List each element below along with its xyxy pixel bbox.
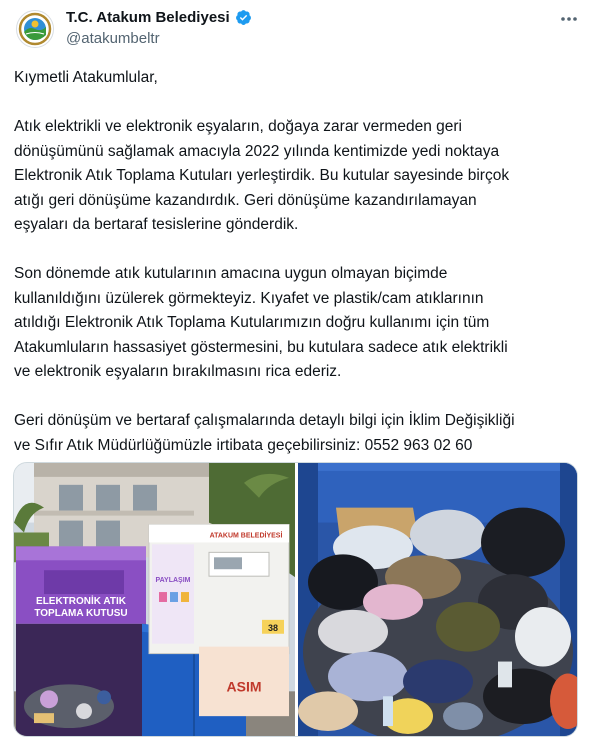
- author-avatar[interactable]: [16, 10, 54, 48]
- tweet-text: [14, 66, 594, 458]
- white-box-bottom: ASIM: [226, 678, 262, 695]
- tweet-line: atığı geri dönüşüme kazandırdık. Geri dönüşüme kazandırılamayan: [14, 191, 477, 209]
- author-name[interactable]: T.C. Atakum Belediyesi: [66, 9, 230, 26]
- municipality-logo-icon: [17, 11, 53, 47]
- tweet-line: dönüşümünü sağlamak amacıyla 2022 yılında kentimizde yedi noktaya: [14, 142, 500, 160]
- tweet-greeting: Kıymetli Atakumlular,: [14, 69, 158, 86]
- purple-box-label-line1: ELEKTRONİK ATIK: [36, 595, 126, 607]
- verified-badge-icon: [235, 9, 252, 26]
- tweet-line: Atık elektrikli ve elektronik eşyaların, doğaya zarar vermeden geri: [14, 118, 462, 135]
- media-gallery: [13, 462, 578, 737]
- author-handle[interactable]: @atakumbeltr: [66, 30, 160, 47]
- more-options-button[interactable]: [556, 6, 582, 32]
- tweet-line: kullanıldığını üzülerek görmekteyiz. Kıyafet ve plastik/cam atıklarının: [14, 289, 484, 307]
- white-box-brand: ATAKUM BELEDİYESİ: [209, 532, 283, 540]
- tweet-line: ve elektronik eşyaların bırakılmasını rica ederiz.: [14, 363, 342, 380]
- tweet-line: Geri dönüşüm ve bertaraf çalışmalarında detaylı bilgi için İklim Değişikliği: [14, 412, 515, 429]
- more-options-icon: [559, 9, 579, 29]
- tweet-line: Son dönemde atık kutularının amacına uygun olmayan biçimde: [14, 265, 448, 282]
- tweet-line: Atakumluların hassasiyet göstermesini, bu kutulara sadece atık elektrikli: [14, 338, 508, 356]
- tweet-line: atıldığı Elektronik Atık Toplama Kutularımızın doğru kullanımı için tüm: [14, 314, 490, 331]
- purple-box-label-line2: TOPLAMA KUTUSU: [34, 607, 128, 619]
- white-box-side: PAYLAŞIM: [155, 577, 191, 585]
- photo-left[interactable]: [14, 463, 295, 736]
- tweet-line: eşyaları da bertaraf tesislerine gönderdik.: [14, 216, 299, 233]
- photo-right[interactable]: [298, 463, 578, 736]
- tweet-line: Elektronik Atık Toplama Kutuları yerleştirdik. Bu kutular sayesinde birçok: [14, 167, 510, 184]
- tweet-line: ve Sıfır Atık Müdürlüğümüzle irtibata geçebilirsiniz: 0552 963 02 60: [14, 436, 473, 454]
- white-box-number: 38: [267, 622, 279, 633]
